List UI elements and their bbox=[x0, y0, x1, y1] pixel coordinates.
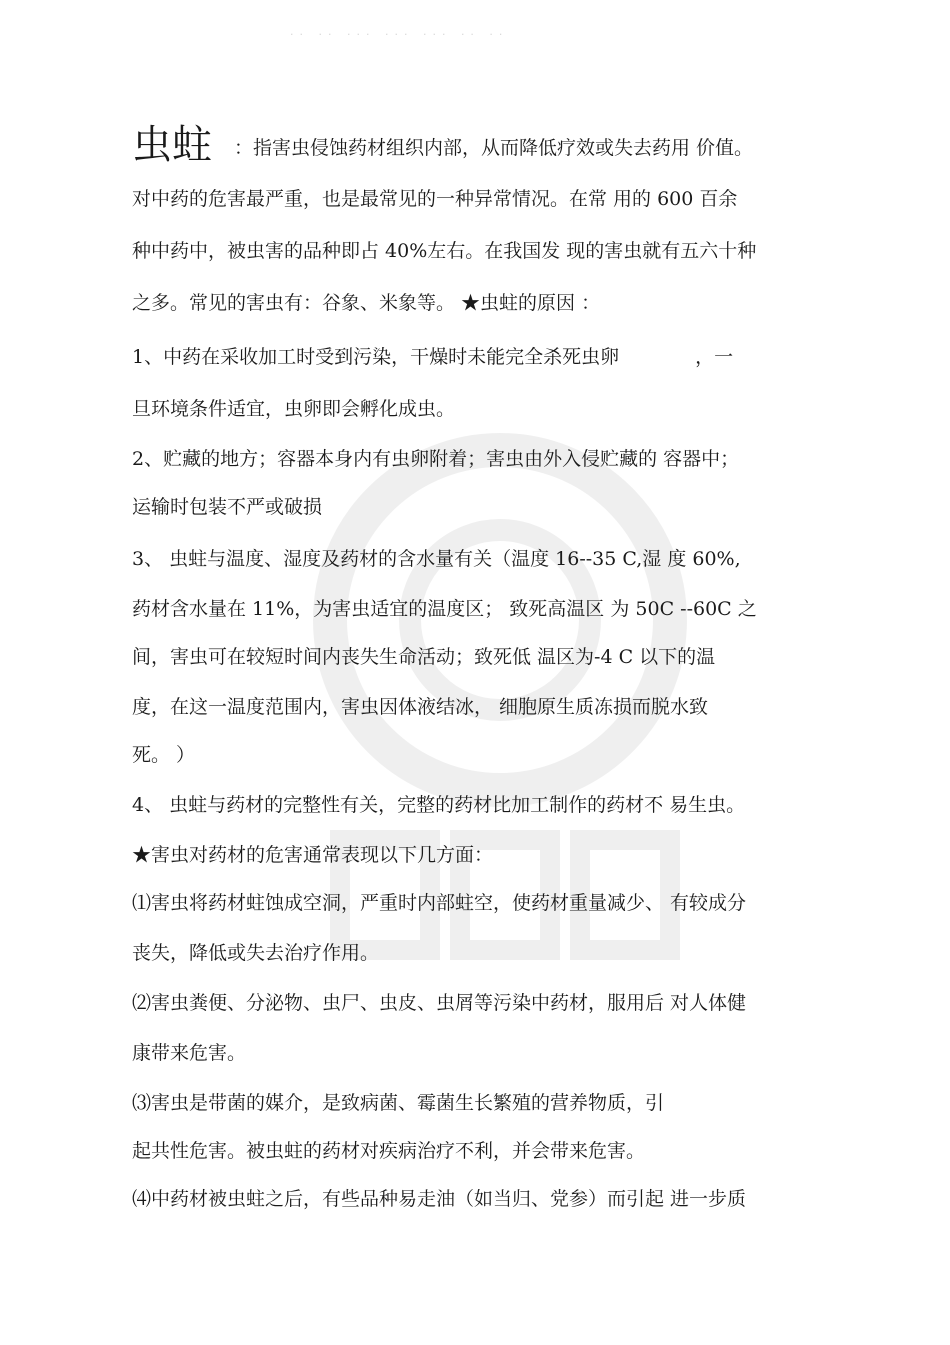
paragraph-line: 3、 虫蛀与温度、湿度及药材的含水量有关（温度 16--35 C,湿 度 60%, bbox=[132, 548, 741, 570]
term-heading: 虫蛀 bbox=[132, 122, 212, 168]
paragraph-line: 4、 虫蛀与药材的完整性有关，完整的药材比加工制作的药材不 易生虫。 bbox=[132, 794, 746, 816]
paragraph-line: 之多。常见的害虫有：谷象、米象等。 ★虫蛀的原因 ： bbox=[132, 292, 601, 314]
paragraph-line bbox=[132, 344, 733, 370]
paragraph-line: 运输时包装不严或破损 bbox=[132, 496, 323, 518]
line-text: 1、中药在采收加工时受到污染，干燥时未能完全杀死虫卵 bbox=[132, 346, 620, 368]
paragraph-line: 康带来危害。 bbox=[132, 1042, 247, 1064]
paragraph-line: ⑵害虫粪便、分泌物、虫尸、虫皮、虫屑等污染中药材，服用后 对人体健 bbox=[132, 992, 747, 1014]
paragraph-line: 丧失，降低或失去治疗作用。 bbox=[132, 942, 380, 964]
section-heading: ★害虫对药材的危害通常表现以下几方面： bbox=[132, 844, 494, 866]
paragraph-line: 度，在这一温度范围内，害虫因体液结冰， 细胞原生质冻损而脱水致 bbox=[132, 696, 709, 718]
paragraph-line: 死。 ） bbox=[132, 744, 196, 766]
paragraph-line: 药材含水量在 11%，为害虫适宜的温度区； 致死高温区 为 50C --60C 之 bbox=[132, 598, 757, 620]
paragraph-line: ⑴害虫将药材蛀蚀成空洞，严重时内部蛀空，使药材重量减少、 有较成分 bbox=[132, 892, 747, 914]
paragraph-line bbox=[132, 122, 754, 168]
paragraph-line: ⑶害虫是带菌的媒介，是致病菌、霉菌生长繁殖的营养物质，引 bbox=[132, 1092, 665, 1114]
paragraph-line: ⑷中药材被虫蛀之后，有些品种易走油（如当归、党参）而引起 进一步质 bbox=[132, 1188, 747, 1210]
paragraph-line: 2、贮藏的地方；容器本身内有虫卵附着；害虫由外入侵贮藏的 容器中； bbox=[132, 448, 740, 470]
paragraph-line: 起共性危害。被虫蛀的药材对疾病治疗不利，并会带来危害。 bbox=[132, 1140, 646, 1162]
paragraph-line: 对中药的危害最严重，也是最常见的一种异常情况。在常 用的 600 百余 bbox=[132, 188, 738, 210]
line-text: ：指害虫侵蚀药材组织内部，从而降低疗效或失去药用 价值。 bbox=[234, 137, 754, 159]
line-text: ，一 bbox=[695, 346, 734, 368]
paragraph-line: 种中药中，被虫害的品种即占 40%左右。在我国发 现的害虫就有五六十种 bbox=[132, 240, 757, 262]
faint-header-text: ·· ·· ··· ··· ··· ·· ·· bbox=[290, 28, 509, 41]
paragraph-line: 间，害虫可在较短时间内丧失生命活动；致死低 温区为-4 C 以下的温 bbox=[132, 646, 716, 668]
paragraph-line: 旦环境条件适宜，虫卵即会孵化成虫。 bbox=[132, 398, 456, 420]
